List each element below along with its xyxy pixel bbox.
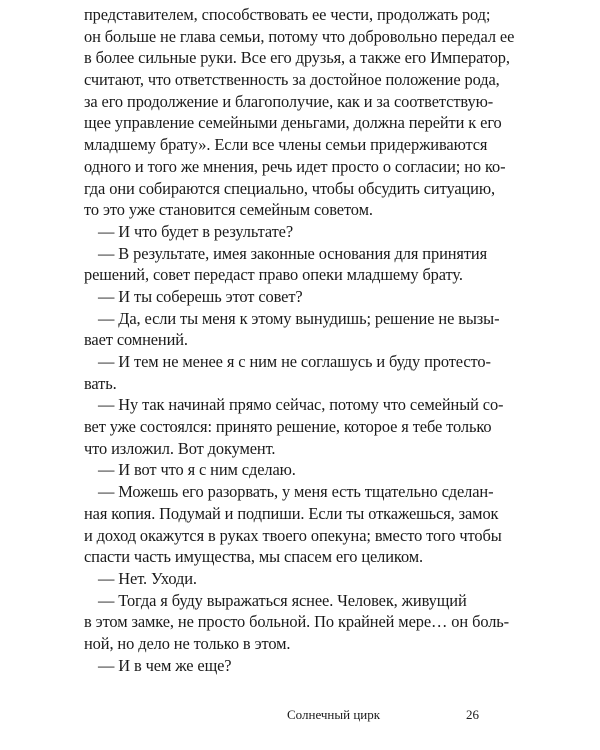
text-line: щее управление семейными деньгами, должна перейти к его [84,113,502,133]
dialogue-line: — Тогда я буду выражаться яснее. Человек, живущий [98,590,467,610]
text-line: младшему брату». Если все члены семьи придерживаются [84,135,488,155]
text-line: за его продолжение и благополучие, как и за соответствую- [84,91,494,111]
dialogue-line: — И что будет в результате? [98,221,294,241]
page-footer [0,705,600,725]
text-line: вет уже состоялся: принято решение, которое я тебе только [84,417,492,437]
dialogue-line: — И в чем же еще? [98,655,232,675]
text-line: вать. [84,373,117,393]
text-line: решений, совет передаст право опеки младшему брату. [84,265,463,285]
text-line: представителем, способствовать ее чести, продолжать род; [84,5,491,24]
text-line: вает сомнений. [84,330,188,350]
text-line: что изложил. Вот документ. [84,438,276,458]
text-line: он больше не глава семьи, потому что добровольно передал ее [84,26,515,46]
page-number: 26 [466,707,479,722]
text-line: в более сильные руки. Все его друзья, а также его Император, [84,48,510,68]
dialogue-line: — Да, если ты меня к этому вынудишь; решение не вызы- [98,308,500,328]
dialogue-line: — И ты соберешь этот совет? [98,286,303,306]
running-title: Солнечный цирк [287,707,381,722]
text-line: спасти часть имущества, мы спасем его целиком. [84,547,424,567]
text-line: ная копия. Подумай и подпиши. Если ты откажешься, замок [84,503,499,523]
text-line: то это уже становится семейным советом. [84,200,373,220]
text-line: и доход окажутся в руках твоего опекуна; вместо того чтобы [84,525,502,545]
text-line: считают, что ответственность за достойное положение рода, [84,70,500,90]
text-line: в этом замке, не просто больной. По крайней мере… он боль- [84,612,510,632]
text-line: гда они собираются специально, чтобы обсудить ситуацию, [84,178,495,198]
dialogue-line: — Можешь его разорвать, у меня есть тщательно сделан- [98,482,494,502]
dialogue-line: — И вот что я с ним сделаю. [98,460,296,480]
page-body-text [84,4,514,676]
text-line: ной, но дело не только в этом. [84,633,291,653]
dialogue-line: — В результате, имея законные основания для принятия [98,243,488,263]
dialogue-line: — И тем не менее я с ним не соглашусь и буду протесто- [98,352,491,371]
dialogue-line: — Нет. Уходи. [98,568,197,588]
text-line: одного и того же мнения, речь идет просто о согласии; но ко- [84,156,506,176]
dialogue-line: — Ну так начинай прямо сейчас, потому что семейный со- [98,395,504,415]
